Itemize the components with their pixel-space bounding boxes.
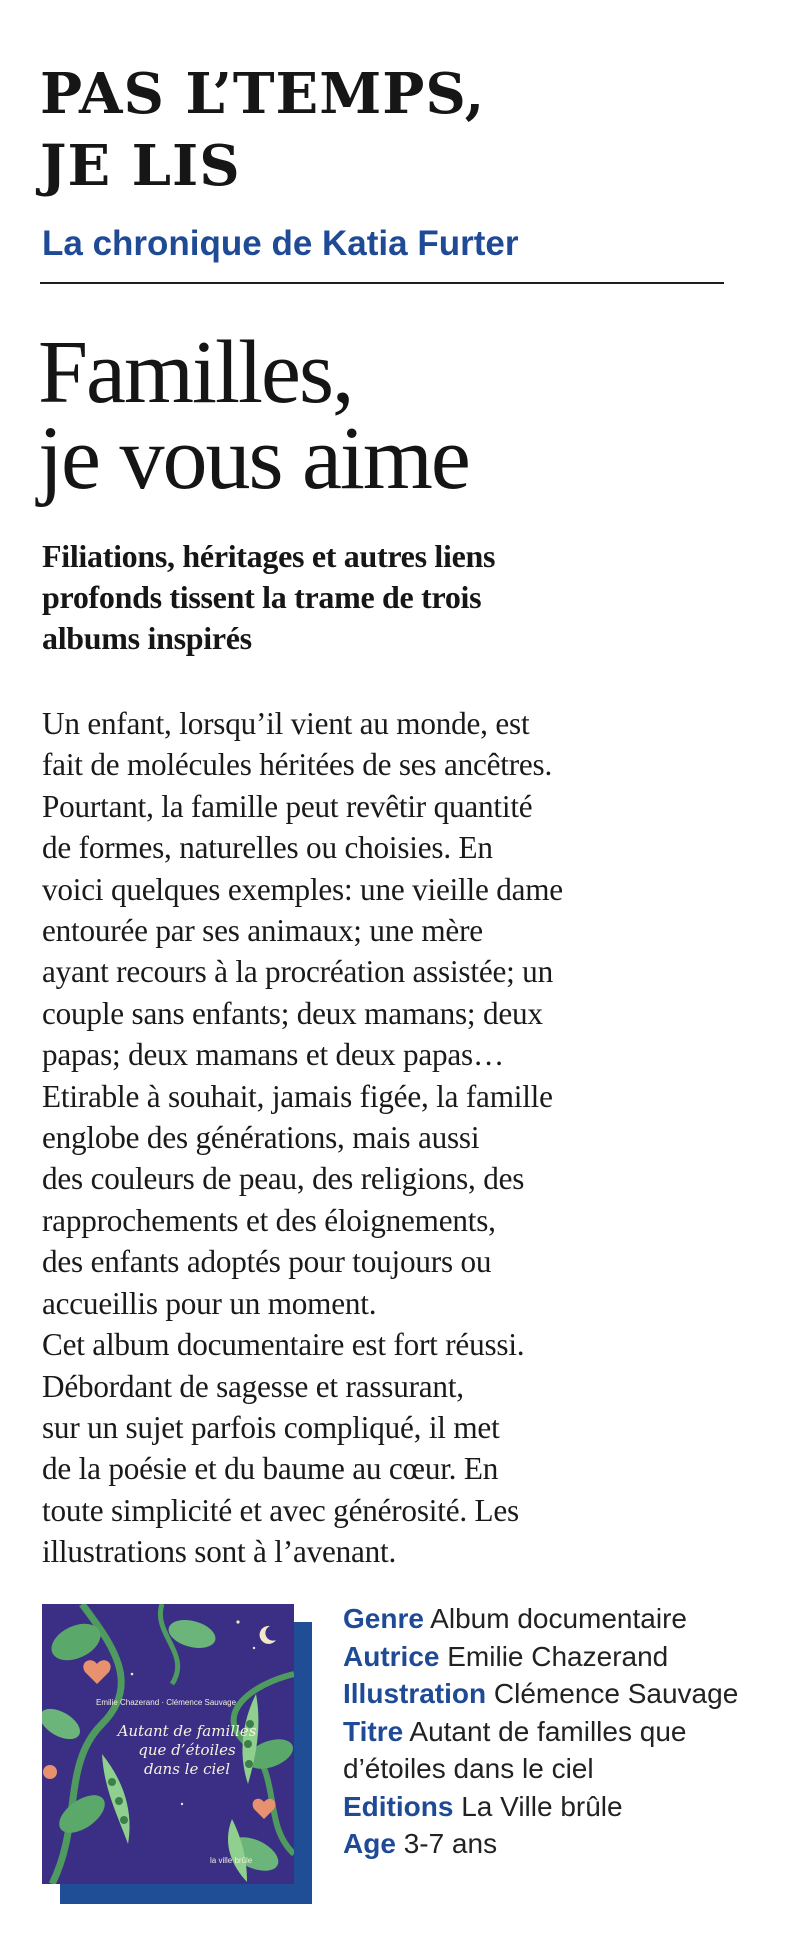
info-label: Illustration [343,1678,487,1709]
info-row-age [343,1825,763,1863]
info-row-editions [343,1788,763,1826]
body-line: Cet album documentaire est fort réussi. [42,1327,525,1363]
body-line: ayant recours à la procréation assistée; un [42,954,553,990]
headline-line: Familles, [38,323,353,422]
info-label: Titre [343,1715,404,1747]
body-line: voici quelques exemples: une vieille dame [42,871,563,907]
info-label: Editions [343,1790,454,1822]
book-info-box [343,1600,763,1863]
cover-authors: Emilie Chazerand · Clémence Sauvage [96,1698,237,1707]
rubric-line: PAS L’TEMPS, [40,61,486,127]
body-line: accueillis pour un moment. [42,1285,377,1321]
body-line: de formes, naturelles ou choisies. En [42,830,493,866]
body-line: des couleurs de peau, des religions, des [42,1161,525,1197]
info-value: Autant de familles que d’étoiles dans le ciel [343,1715,687,1784]
headline-line: je vous aime [38,409,469,508]
info-row-genre [343,1600,763,1638]
info-value: Emilie Chazerand [447,1640,669,1672]
info-label: Age [343,1828,396,1859]
rubric-title [40,58,740,202]
body-line: illustrations sont à l’avenant. [42,1534,397,1570]
cover-title [112,1722,262,1779]
book-cover-image [42,1604,312,1904]
book-cover [42,1604,294,1884]
body-line: Un enfant, lorsqu’il vient au monde, est [42,706,530,741]
byline: La chronique de Katia Furter [42,224,519,263]
info-value: La Ville brûle [461,1790,623,1822]
cover-title-line: Autant de familles [117,1722,257,1740]
body-line: entourée par ses animaux; une mère [42,913,483,949]
lead-paragraph [42,536,732,659]
body-line: sur un sujet parfois compliqué, il met [42,1409,500,1445]
info-value: Album documentaire [430,1603,687,1634]
body-line: toute simplicité et avec générosité. Les [42,1492,519,1528]
info-row-illustration [343,1675,763,1713]
info-row-autrice [343,1638,763,1676]
cover-publisher: la ville brûle [210,1856,253,1865]
info-row-titre [343,1713,763,1788]
lead-line: Filiations, héritages et autres liens [42,538,496,574]
lead-line: albums inspirés [42,620,252,656]
info-value: Clémence Sauvage [493,1678,739,1709]
cover-title-line: que d’étoiles [138,1741,236,1759]
body-line: couple sans enfants; deux mamans; deux [42,995,543,1031]
body-line: de la poésie et du baume au cœur. En [42,1451,499,1487]
rubric-line: JE LIS [40,133,241,199]
headline [38,323,738,508]
divider [40,282,724,284]
lead-line: profonds tissent la trame de trois [42,579,482,615]
body-line: papas; deux mamans et deux papas… [42,1037,504,1073]
cover-title-line: dans le ciel [144,1760,230,1778]
body-line: Débordant de sagesse et rassurant, [42,1368,464,1404]
body-line: englobe des générations, mais aussi [42,1120,480,1156]
body-text [42,703,732,1573]
body-line: fait de molécules héritées de ses ancêtres. [42,747,553,783]
info-label: Autrice [343,1640,440,1672]
info-label: Genre [343,1603,424,1634]
body-line: Etirable à souhait, jamais figée, la famille [42,1078,553,1114]
body-line: Pourtant, la famille peut revêtir quantité [42,788,533,824]
body-line: rapprochements et des éloignements, [42,1202,496,1238]
info-value: 3-7 ans [403,1828,498,1859]
body-line: des enfants adoptés pour toujours ou [42,1244,492,1280]
